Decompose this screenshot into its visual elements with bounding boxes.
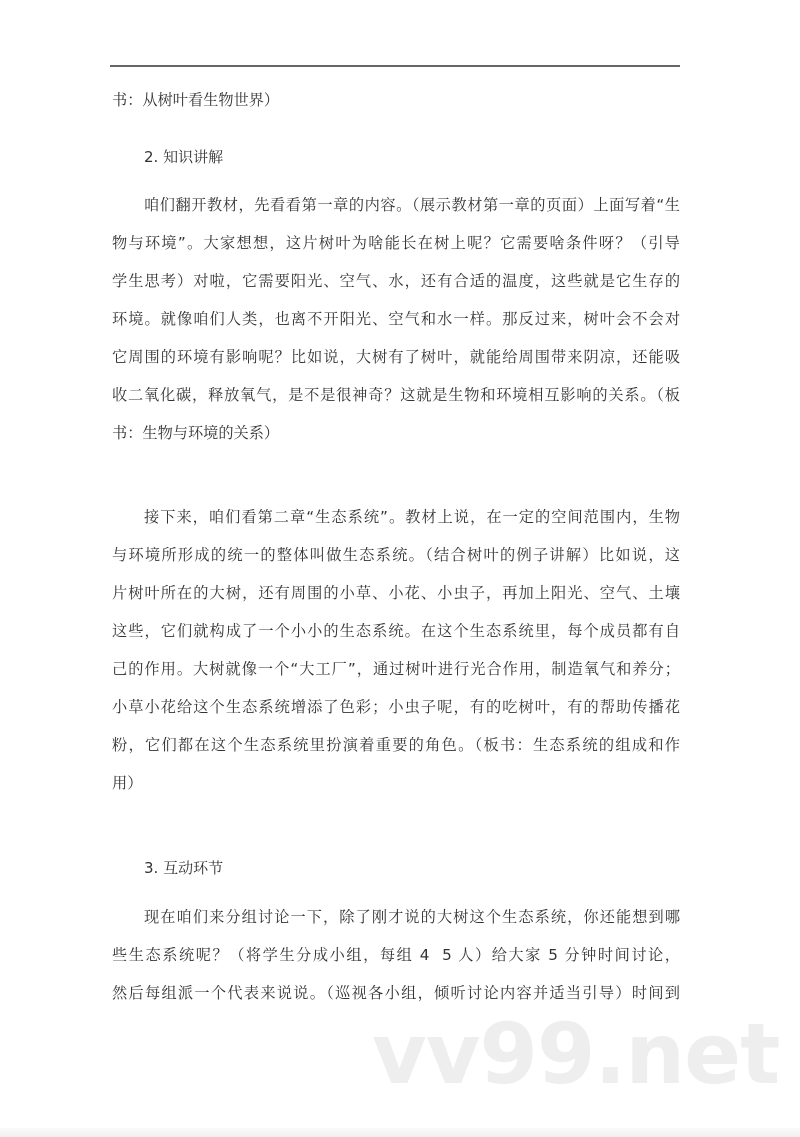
section-heading-knowledge: 2. 知识讲解 [144,148,224,166]
page-bottom-edge [0,1128,800,1137]
header-rule [110,65,680,67]
text-line: 片树叶所在的大树，还有周围的小草、小花、小虫子，再加上阳光、空气、土壤 [112,584,680,602]
text-line: 书：生物与环境的关系） [112,424,280,442]
intro-line: 书：从树叶看生物世界） [112,91,280,109]
text-line: 学生思考）对啦，它需要阳光、空气、水，还有合适的温度，这些就是它生存的 [112,272,680,290]
text-line: 与环境所形成的统一的整体叫做生态系统。（结合树叶的例子讲解）比如说，这 [112,546,680,564]
section-heading-interaction: 3. 互动环节 [144,859,224,877]
text-line: 环境。就像咱们人类，也离不开阳光、空气和水一样。那反过来，树叶会不会对 [112,310,680,328]
text-line: 己的作用。大树就像一个“大工厂”，通过树叶进行光合作用，制造氧气和养分； [112,660,680,678]
text-line: 接下来，咱们看第二章“生态系统”。教材上说，在一定的空间范围内，生物 [144,508,680,526]
text-line: 用） [112,774,143,792]
text-line: 然后每组派一个代表来说说。（巡视各小组，倾听讨论内容并适当引导）时间到 [112,984,680,1002]
text-line: 粉，它们都在这个生态系统里扮演着重要的角色。（板书：生态系统的组成和作 [112,736,680,754]
text-line: 它周围的环境有影响呢？比如说，大树有了树叶，就能给周围带来阴凉，还能吸 [112,348,680,366]
watermark: vv99.net [372,1005,780,1103]
text-line: 咱们翻开教材，先看看第一章的内容。（展示教材第一章的页面）上面写着“生 [144,196,680,214]
text-line: 收二氧化碳，释放氧气，是不是很神奇？这就是生物和环境相互影响的关系。（板 [112,386,680,404]
text-line: 物与环境”。大家想想，这片树叶为啥能长在树上呢？它需要啥条件呀？（引导 [112,234,680,252]
text-line: 些生态系统呢？（将学生分成小组，每组 4 5 人）给大家 5 分钟时间讨论， [112,946,680,964]
text-line: 小草小花给这个生态系统增添了色彩；小虫子呢，有的吃树叶，有的帮助传播花 [112,698,680,716]
text-line: 这些，它们就构成了一个小小的生态系统。在这个生态系统里，每个成员都有自 [112,622,680,640]
text-line: 现在咱们来分组讨论一下，除了刚才说的大树这个生态系统，你还能想到哪 [144,908,680,926]
